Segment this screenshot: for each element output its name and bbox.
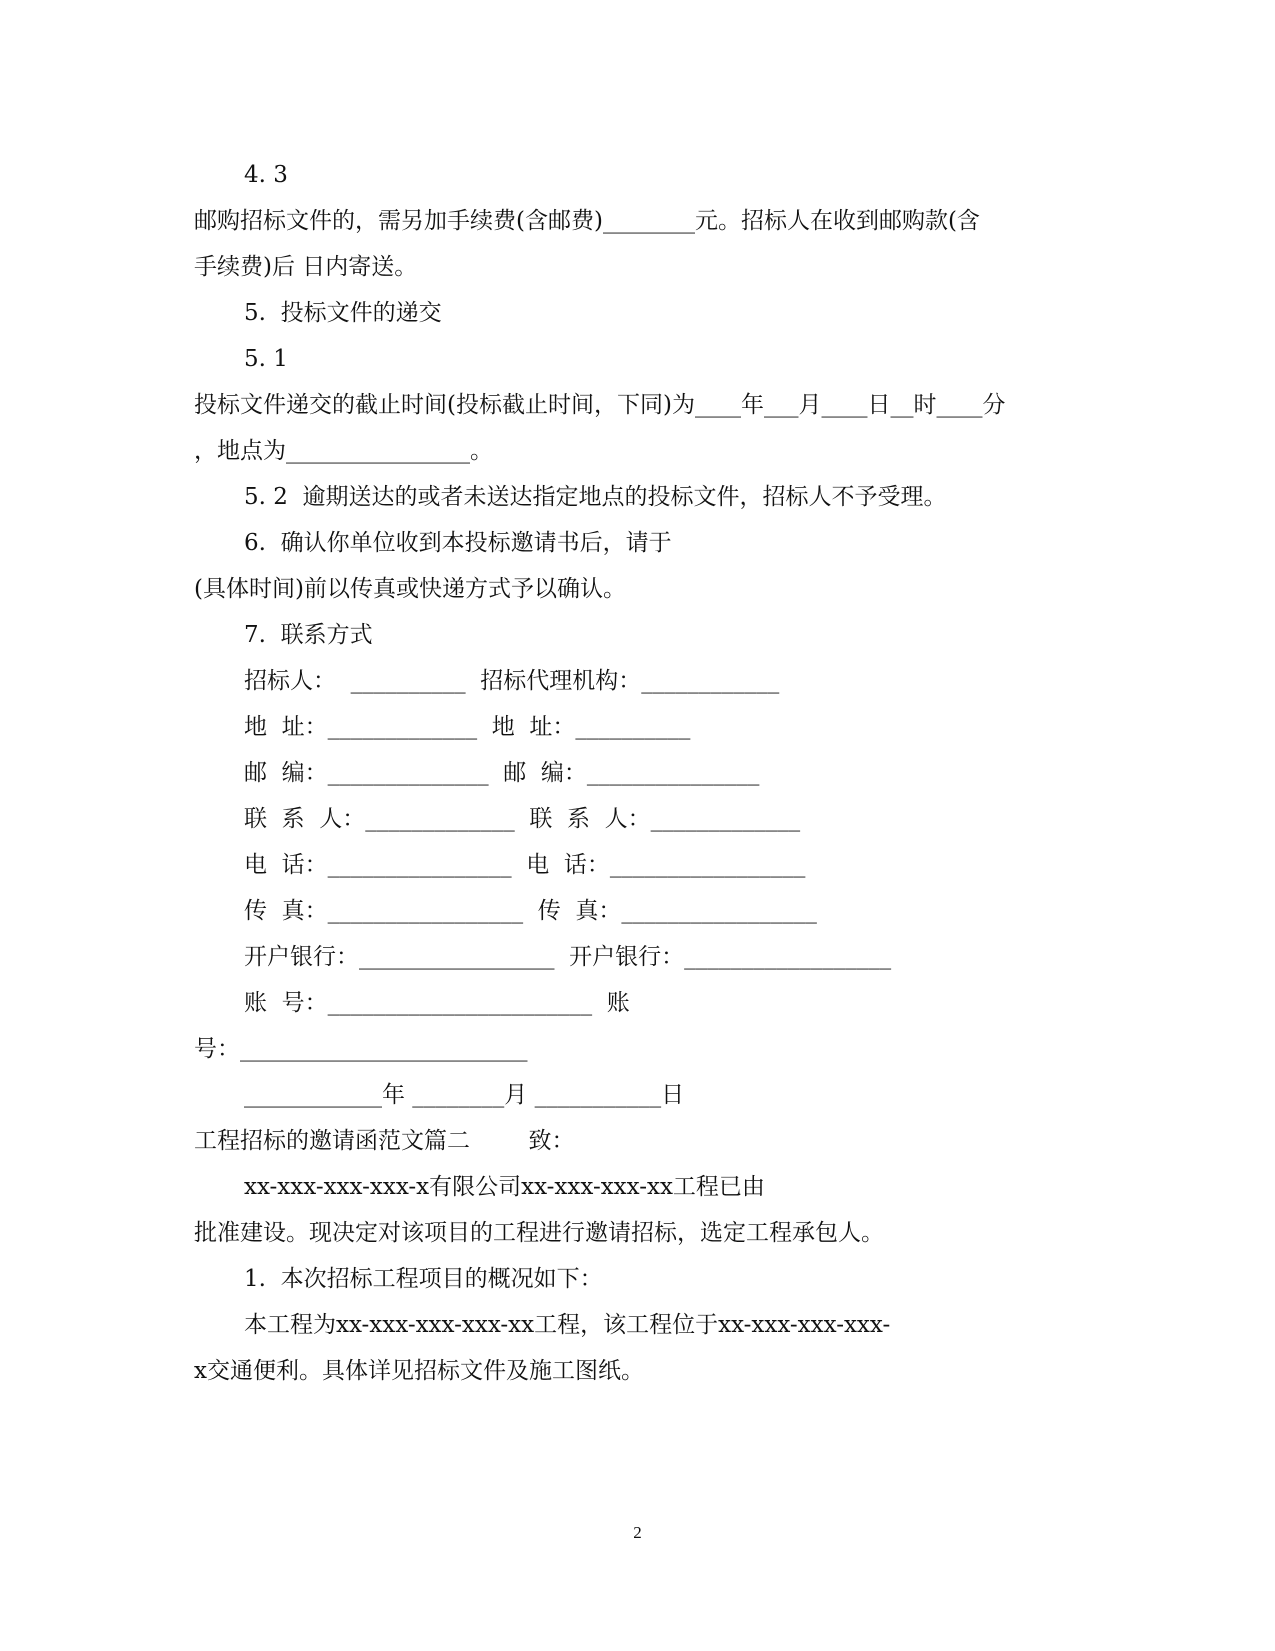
confirmation-method-line: (具体时间)前以传真或快递方式予以确认。 [194,576,626,602]
section-heading-example-two: 工程招标的邀请函范文篇二 致： [194,1128,575,1154]
submission-deadline-line: 投标文件递交的截止时间(投标截止时间，下同)为____年___月____日__时____分 [194,392,1006,418]
project-overview-heading: 1. 本次招标工程项目的概况如下： [244,1266,603,1292]
company-intro-line: xx-xxx-xxx-xxx-x有限公司xx-xxx-xxx-xx工程已由 [244,1174,765,1200]
project-details-line: x交通便利。具体详见招标文件及施工图纸。 [194,1358,644,1384]
section-5-2-line: 5. 2 逾期送达的或者未送达指定地点的投标文件，招标人不予受理。 [244,484,947,510]
contact-tenderer-line: 招标人： __________ 招标代理机构：____________ [244,668,780,694]
section-5-heading: 5. 投标文件的递交 [244,300,442,326]
contact-phone-line: 电 话：________________ 电 话：_________________ [244,852,806,878]
contact-account-continued-line: 号：_________________________ [194,1036,528,1062]
section-4-3-number: 4. 3 [244,162,288,188]
section-7-heading: 7. 联系方式 [244,622,373,648]
contact-postcode-line: 邮 编：______________ 邮 编：_______________ [244,760,760,786]
project-description-line: 本工程为xx-xxx-xxx-xxx-xx工程，该工程位于xx-xxx-xxx-xxx- [244,1312,891,1338]
submission-location-line: ，地点为________________。 [194,438,493,464]
contact-person-line: 联 系 人：_____________ 联 系 人：_____________ [244,806,801,832]
mail-delivery-line: 手续费)后 日内寄送。 [194,254,418,280]
contact-bank-line: 开户银行：_________________ 开户银行：__________________ [244,944,892,970]
section-5-1-number: 5. 1 [244,346,288,372]
page-number: 2 [633,1523,642,1542]
approval-line: 批准建设。现决定对该项目的工程进行邀请招标，选定工程承包人。 [194,1220,884,1246]
contact-account-line: 账 号：_______________________ 账 [244,990,630,1016]
section-6-line: 6. 确认你单位收到本投标邀请书后，请于 [244,530,672,556]
contact-address-line: 地 址：_____________ 地 址：__________ [244,714,691,740]
contact-fax-line: 传 真：_________________ 传 真：_________________ [244,898,817,924]
date-line: ____________年 ________月 ___________日 [244,1082,685,1108]
mail-purchase-fee-line: 邮购招标文件的，需另加手续费(含邮费)________元。招标人在收到邮购款(含 [194,208,980,234]
